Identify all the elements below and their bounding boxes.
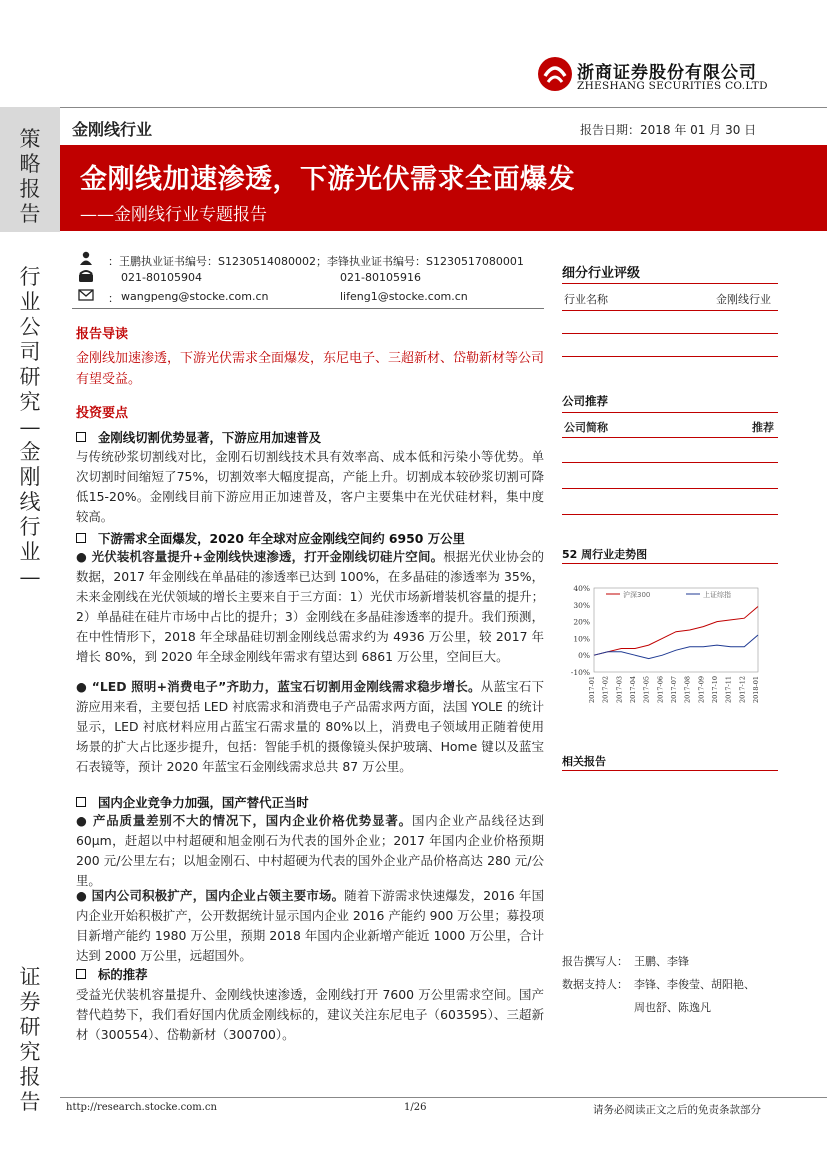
analyst-email-2[interactable]: lifeng1@stocke.com.cn xyxy=(340,290,468,303)
rating-line xyxy=(562,356,778,357)
footer-disclaimer: 请务必阅读正文之后的免责条款部分 xyxy=(593,1104,761,1116)
section-2-title: 下游需求全面爆发，2020 年全球对应金刚线空间约 6950 万公里 xyxy=(76,529,465,547)
sidebar-bottom-label: 证券研究报告 xyxy=(19,965,41,1114)
analyst-email-1[interactable]: wangpeng@stocke.com.cn xyxy=(121,290,269,303)
rating-label: 行业名称 xyxy=(564,293,608,306)
report-date: 报告日期：2018 年 01 月 30 日 xyxy=(580,123,757,137)
checkbox-icon xyxy=(76,797,86,807)
rating-title: 细分行业评级 xyxy=(562,266,641,281)
x-tick-label: 2017-12 xyxy=(738,676,747,704)
rating-line xyxy=(562,333,778,334)
x-tick-label: 2017-03 xyxy=(615,676,624,704)
y-tick-label: 10% xyxy=(573,634,590,644)
x-tick-label: 2017-06 xyxy=(656,676,665,704)
recommend-line xyxy=(562,412,778,413)
phone-icon xyxy=(78,269,94,283)
company-logo-icon xyxy=(537,56,573,92)
section-2-bullet-2: ● “LED 照明+消费电子”齐助力，蓝宝石切割用金刚线需求稳步增长。从蓝宝石下游应用来看，主要包括 LED 衬底需求和消费电子产品需求两方面，法国 YOLE 的统计显示，LED 衬底材料应用占蓝宝石需求量的 80%以上，消费电子领域用正随着使用场景的扩大占比逐步提升，包括：智能手机的摄像镜头保护玻璃、Home 键以及蓝宝石表镜等，预计 2020 年蓝宝石金刚线需求总共 87 万公里。 xyxy=(76,679,544,774)
section-3-bullet-1: ● 产品质量差别不大的情况下，国内企业价格优势显著。国内企业产品线径达到 60μm，赶超以中村超硬和旭金刚石为代表的国外企业；2017 年国内企业价格预期 200 元/公里左右；以旭金刚石、中村超硬为代表的国外企业产品价格高达 280 元/公里。 xyxy=(76,813,544,888)
x-tick-label: 2017-11 xyxy=(724,676,733,704)
trend-chart xyxy=(560,576,770,736)
rating-value: 金刚线行业 xyxy=(716,293,771,306)
legend-label: 沪深300 xyxy=(623,591,651,599)
company-name-en: ZHESHANG SECURITIES CO.LTD xyxy=(577,80,768,92)
related-line xyxy=(562,770,778,771)
y-tick-label: 0% xyxy=(578,651,590,661)
recommend-col-rating: 推荐 xyxy=(752,421,774,434)
section-1-text: 与传统砂浆切割线对比，金刚石切割线技术具有效率高、成本低和污染小等优势。单次切割时间缩短了75%，切割效率大幅度提高，产能上升。切割成本较砂浆切割可降低15-20%。金刚线目前下游应用正加速普及，客户主要集中在光伏硅材料，集中度较高。 xyxy=(76,449,544,524)
related-title: 相关报告 xyxy=(562,755,606,768)
report-subtitle: ——金刚线行业专题报告 xyxy=(80,205,267,225)
recommend-line xyxy=(562,514,778,515)
x-tick-label: 2017-05 xyxy=(642,676,651,704)
x-tick-label: 2017-07 xyxy=(670,676,678,704)
legend-label: 上证综指 xyxy=(703,591,731,599)
x-tick-label: 2018-01 xyxy=(752,676,760,704)
rating-line xyxy=(562,283,778,284)
recommend-line xyxy=(562,488,778,489)
authors-label: 报告撰写人： xyxy=(562,955,628,968)
recommend-col-name: 公司简称 xyxy=(564,421,608,434)
section-4-title: 标的推荐 xyxy=(76,965,148,983)
support-line-1: 李锋、李俊莹、胡阳艳、 xyxy=(634,978,755,991)
y-tick-label: 20% xyxy=(573,617,590,627)
y-tick-label: 40% xyxy=(573,584,590,593)
chart-frame xyxy=(594,588,758,672)
page-number: 1/26 xyxy=(404,1102,427,1113)
title-banner xyxy=(60,145,827,231)
report-title: 金刚线加速渗透，下游光伏需求全面爆发 xyxy=(80,164,575,195)
header-top-line xyxy=(60,107,827,108)
company-name-cn: 浙商证券股份有限公司 xyxy=(577,63,757,83)
analyst-phone-1: 021-80105904 xyxy=(121,271,202,284)
email-icon xyxy=(78,289,94,301)
x-tick-label: 2017-04 xyxy=(629,676,637,704)
support-label: 数据支持人： xyxy=(562,978,628,991)
person-icon xyxy=(78,250,94,266)
section-4-text: 受益光伏装机容量提升、金刚线快速渗透，金刚线打开 7600 万公里需求空间。国产替代趋势下，我们看好国内优质金刚线标的，建议关注东尼电子（603595）、三超新材（300554）、岱勒新材（300700）。 xyxy=(76,987,544,1042)
checkbox-icon xyxy=(76,969,86,979)
section-3-title: 国内企业竞争力加强，国产替代正当时 xyxy=(76,793,309,811)
support-line-2: 周也舒、陈逸凡 xyxy=(634,1001,711,1014)
x-tick-label: 2017-08 xyxy=(683,676,692,704)
checkbox-icon xyxy=(76,432,86,442)
series-line-szzs xyxy=(594,635,758,659)
analyst-cert-line: ：王鹏执业证书编号：S1230514080002；李锋执业证书编号：S1230517080001 xyxy=(108,255,524,268)
sidebar xyxy=(0,107,60,1114)
checkbox-icon xyxy=(76,533,86,543)
x-tick-label: 2017-10 xyxy=(711,676,719,704)
chart-line xyxy=(562,563,778,564)
authors: 王鹏、李锋 xyxy=(634,955,689,968)
analyst-phone-2: 021-80105916 xyxy=(340,271,421,284)
x-tick-label: 2017-02 xyxy=(601,676,610,704)
x-tick-label: 2017-09 xyxy=(697,676,706,704)
recommend-line xyxy=(562,437,778,438)
y-tick-label: -10% xyxy=(570,668,590,677)
sidebar-strategy-label: 策略报告 xyxy=(19,127,41,226)
rating-line xyxy=(562,310,778,311)
invest-heading: 投资要点 xyxy=(76,406,129,421)
chart-title: 52 周行业走势图 xyxy=(562,548,648,561)
y-tick-label: 30% xyxy=(573,600,590,610)
recommend-title: 公司推荐 xyxy=(562,394,608,408)
x-tick-label: 2017-01 xyxy=(588,676,596,704)
footer-url[interactable]: http://research.stocke.com.cn xyxy=(66,1102,217,1113)
series-line-hs300 xyxy=(594,607,758,656)
section-2-bullet-1: ● 光伏装机容量提升+金刚线快速渗透，打开金刚线切硅片空间。根据光伏业协会的数据，2017 年金刚线在单晶硅的渗透率已达到 100%，在多晶硅的渗透率为 35%，未来金刚线在光伏领域的增长主要来自于三方面：1）光伏市场新增装机容量的提升；2）单晶硅在硅片市场中占比的提升；3）金刚线在多晶硅渗透率的提升。我们预测，在中性情形下，2018 年全球晶硅切割金刚线总需求约为 4936 万公里，较 2017 年增长 80%，到 2020 年全球金刚线年需求有望达到 6861 万公里，空间巨大。 xyxy=(76,549,544,664)
footer-line xyxy=(60,1097,827,1098)
guide-heading: 报告导读 xyxy=(76,327,129,342)
section-3-bullet-2: ● 国内公司积极扩产，国内企业占领主要市场。随着下游需求快速爆发，2016 年国内企业开始积极扩产，公开数据统计显示国内企业 2016 产能约 900 万公里；募投项目新增产能约 1980 万公里，预期 2018 年国内企业新增产能近 1000 万公里，合计达到 2000 万公里，远超国外。 xyxy=(76,888,544,963)
sidebar-middle-label: 行业公司研究—金刚线行业— xyxy=(19,265,41,589)
divider xyxy=(72,308,544,309)
section-1-title: 金刚线切割优势显著，下游应用加速普及 xyxy=(76,428,321,446)
guide-text: 金刚线加速渗透，下游光伏需求全面爆发，东尼电子、三超新材、岱勒新材等公司有望受益。 xyxy=(76,351,545,387)
industry-label: 金刚线行业 xyxy=(72,120,153,139)
recommend-line xyxy=(562,462,778,463)
